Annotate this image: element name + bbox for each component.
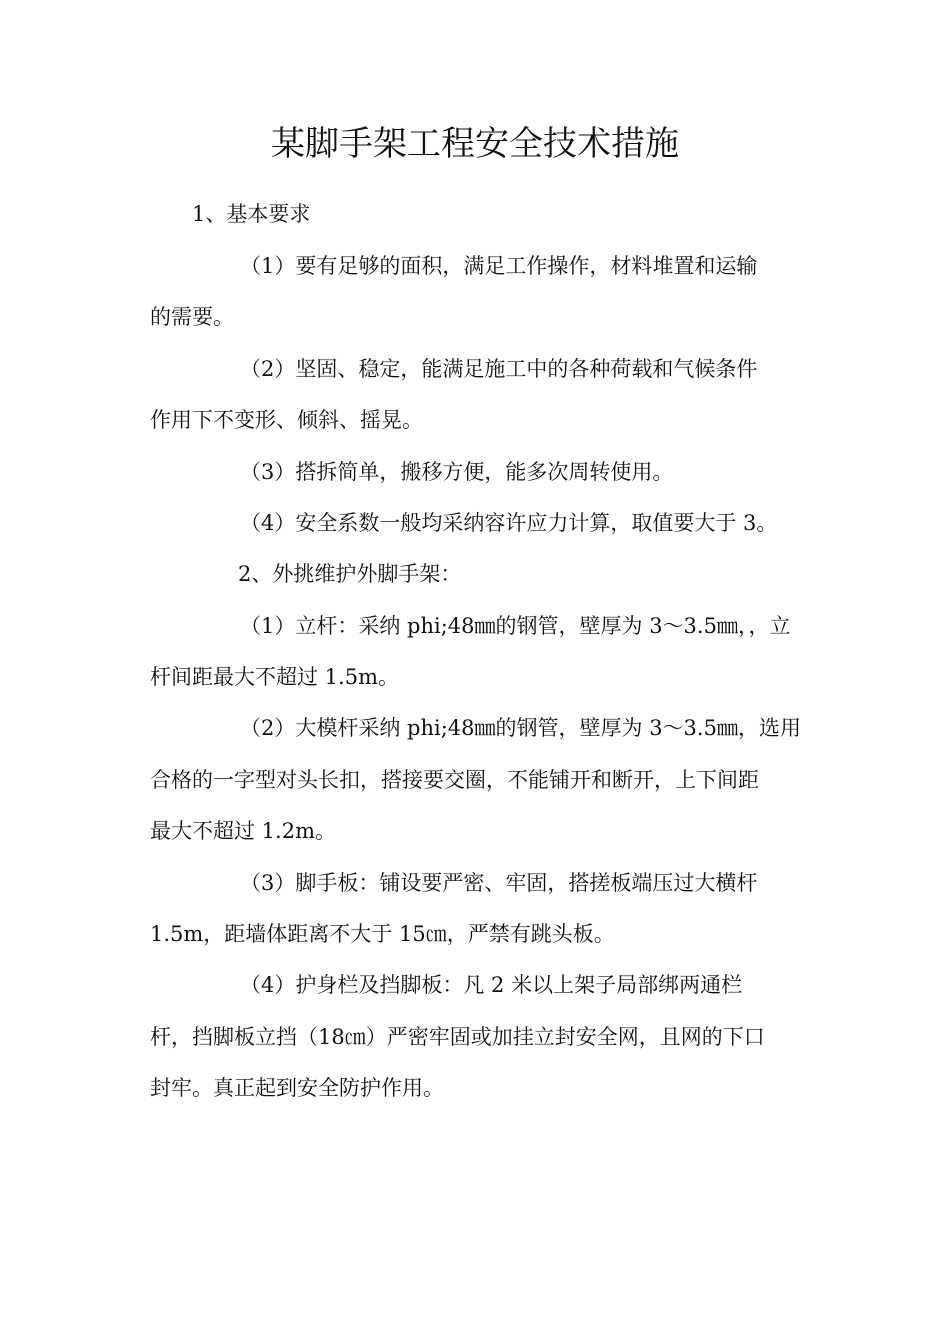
paragraph-line: （3）搭拆简单，搬移方便，能多次周转使用。	[240, 460, 674, 484]
paragraph-line: （4）护身栏及挡脚板：凡 2 米以上架子局部绑两通栏	[240, 973, 743, 997]
paragraph-line: 封牢。真正起到安全防护作用。	[150, 1076, 444, 1100]
paragraph-line: （4）安全系数一般均采纳容许应力计算，取值要大于 3。	[240, 511, 778, 535]
paragraph-line: 的需要。	[150, 305, 234, 329]
section-heading-external-scaffold: 2、外挑维护外脚手架：	[238, 562, 462, 586]
paragraph-line: 1.5m，距墙体距离不大于 15㎝，严禁有跳头板。	[150, 922, 615, 946]
paragraph-line: （3）脚手板：铺设要严密、牢固，搭搓板端压过大横杆	[240, 871, 758, 895]
paragraph-line: （2）大模杆采纳 phi;48㎜的钢管，壁厚为 3～3.5㎜，选用	[240, 716, 801, 740]
paragraph-line: 杆，挡脚板立挡（18㎝）严密牢固或加挂立封安全网，且网的下口	[150, 1025, 765, 1049]
paragraph-line: （1）要有足够的面积，满足工作操作，材料堆置和运输	[240, 254, 758, 278]
paragraph-line: 杆间距最大不超过 1.5m。	[150, 665, 399, 689]
paragraph-line: （1）立杆：采纳 phi;48㎜的钢管，壁厚为 3～3.5㎜，，立	[240, 614, 791, 638]
paragraph-line: 合格的一字型对头长扣，搭接要交圈，不能铺开和断开，上下间距	[150, 768, 759, 792]
paragraph-line: 作用下不变形、倾斜、摇晃。	[150, 408, 423, 432]
paragraph-line: 最大不超过 1.2m。	[150, 819, 336, 843]
document-title: 某脚手架工程安全技术措施	[271, 124, 679, 164]
section-heading-basic-requirements: 1、基本要求	[192, 202, 311, 226]
paragraph-line: （2）坚固、稳定，能满足施工中的各种荷载和气候条件	[240, 357, 758, 381]
